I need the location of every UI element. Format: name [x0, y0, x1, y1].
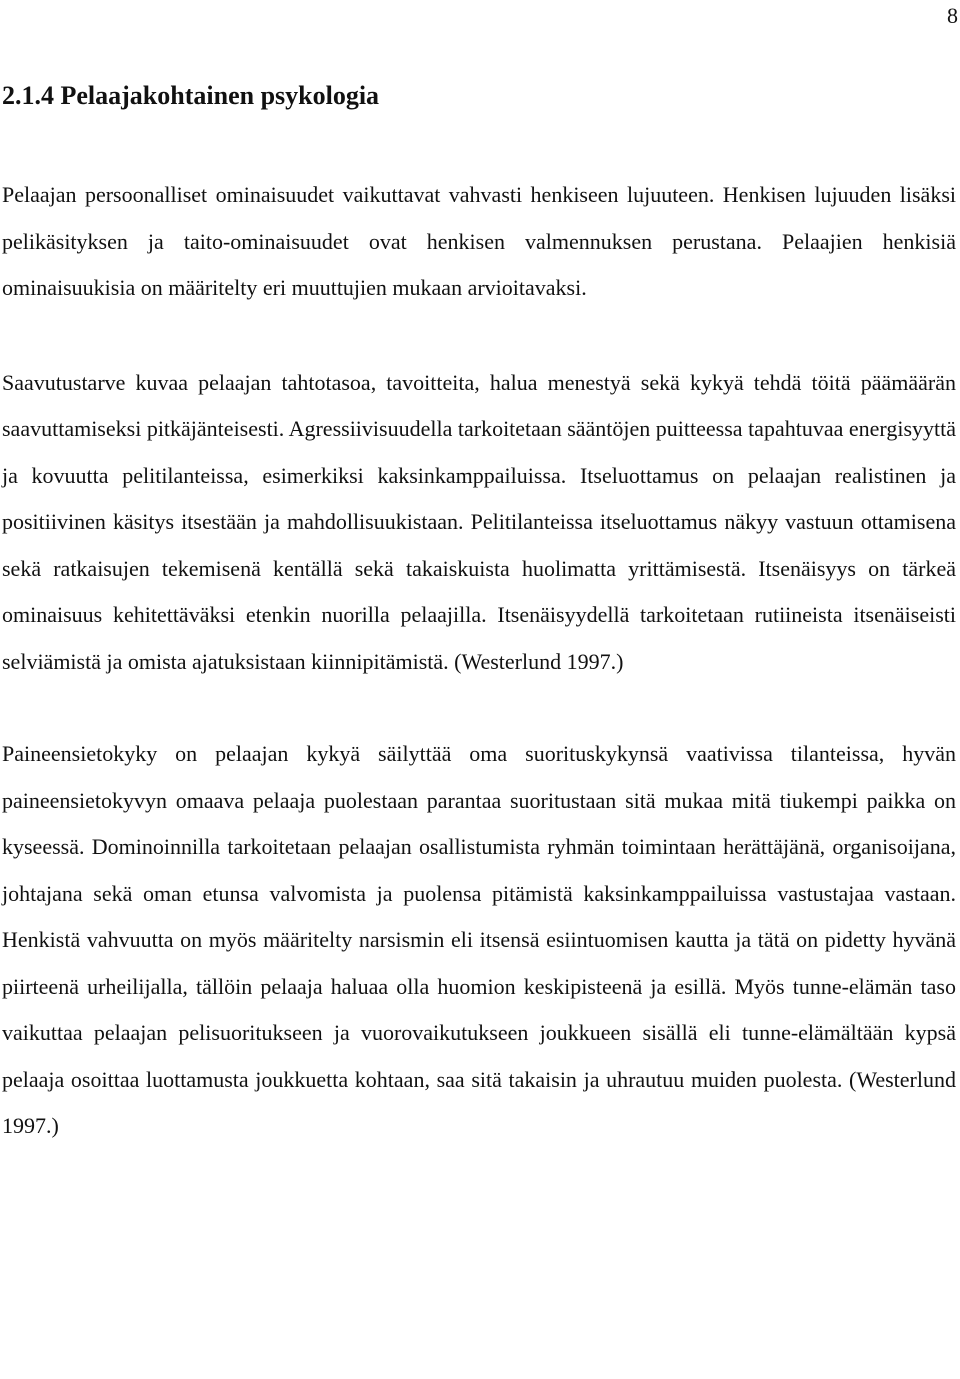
- paragraph-achievement-need: Saavutustarve kuvaa pelaajan tahtotasoa, tavoitteita, halua menestyä sekä kykyä tehdä töitä päämäärän saavuttamiseksi pitkäjänteisesti. Agressiivisuudella tarkoitetaan sääntöjen puitteessa tapahtuvaa energisyyttä ja kovuutta pelitilanteissa, esimerkiksi kaksinkamppailuissa. Itseluottamus on pelaajan realistinen ja positiivinen käsitys itsestään ja mahdollisuukistaan. Pelitilanteissa itseluottamus näkyy vastuun ottamisena sekä ratkaisujen tekemisenä kentällä sekä takaiskuista huolimatta yrittämisestä. Itsenäisyys on tärkeä ominaisuus kehitettäväksi etenkin nuorilla pelaajilla. Itsenäisyydellä tarkoitetaan rutiineista itsenäiseisti selviämistä ja omista ajatuksistaan kiinnipitämistä. (Westerlund 1997.): [2, 369, 956, 674]
- document-body: [2, 76, 956, 1150]
- paragraph-personal-traits: Pelaajan persoonalliset ominaisuudet vaikuttavat vahvasti henkiseen lujuuteen. Henkisen lujuuden lisäksi pelikäsityksen ja taito-ominaisuudet ovat henkisen valmennuksen perustana. Pelaajien henkisiä ominaisuukisia on määritelty eri muuttujien mukaan arvioitavaksi.: [2, 182, 956, 300]
- paragraph-pressure-tolerance: Paineensietokyky on pelaajan kykyä säilyttää oma suorituskykynsä vaativissa tilanteissa, hyvän paineensietokyvyn omaava pelaaja puolestaan parantaa suoritustaan sitä mukaa mitä tiukempi paikka on kyseessä. Dominoinnilla tarkoitetaan pelaajan osallistumista ryhmän toimintaan herättäjänä, organisoijana, johtajana sekä oman etunsa valvomista ja puolensa pitämistä kaksinkamppailuissa vastustajaa vastaan. Henkistä vahvuutta on myös määritelty narsismin eli itsensä esiintuomisen kautta ja tätä on pidetty hyvänä piirteenä urheilijalla, tällöin pelaaja haluaa olla huomion keskipisteenä ja esillä. Myös tunne-elämän taso vaikuttaa pelaajan pelisuoritukseen ja vuorovaikutukseen joukkueen sisällä eli tunne-elämältään kypsä pelaaja osoittaa luottamusta joukkuetta kohtaan, saa sitä takaisin ja uhrautuu muiden puolesta. (Westerlund 1997.): [2, 741, 956, 1138]
- page-number: 8: [947, 3, 958, 28]
- section-heading: 2.1.4 Pelaajakohtainen psykologia: [2, 81, 380, 110]
